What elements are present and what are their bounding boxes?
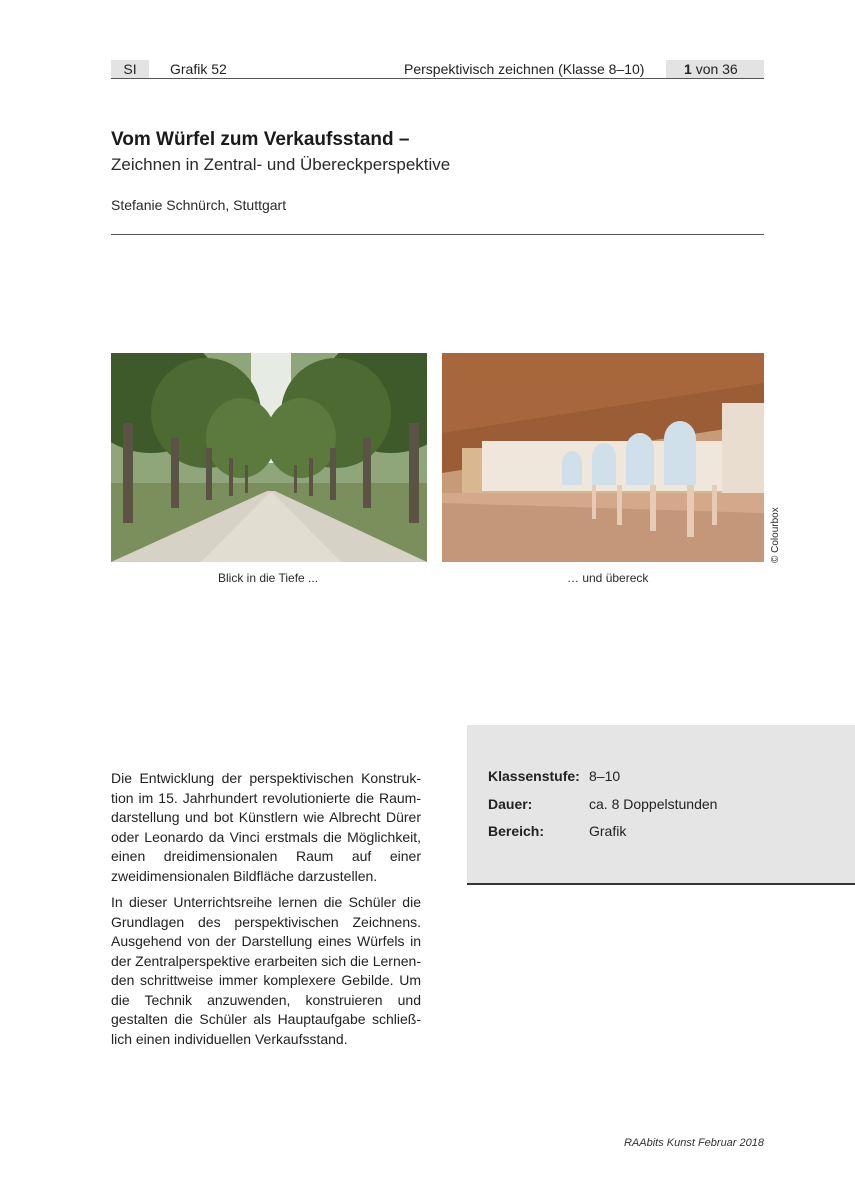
intro-text [111,769,421,1056]
info-box [467,725,855,885]
info-key-area: Bereich: [488,823,545,839]
header-series: Grafik 52 [170,61,227,77]
info-value-grade: 8–10 [589,768,621,784]
intro-paragraph-1: Die Entwicklung der perspektivischen Konstruktion im 15. Jahrhundert revolutionierte die Raumdarstellung und bot Künstlern wie Albrecht Dürer oder Leonardo da Vinci erstmals die Möglichkeit, einen dreidimensionalen Raum auf einer zweidimensionalen Bildfläche darzustellen. [111,770,421,884]
info-value-area: Grafik [589,823,627,839]
info-value-duration: ca. 8 Doppelstunden [589,796,718,812]
page-title: Vom Würfel zum Verkaufsstand – [111,129,410,150]
page-total: von 36 [695,61,738,77]
caption-right: … und übereck [567,571,649,585]
page-number: 1 [684,61,692,77]
header-page-indicator [666,60,764,78]
intro-paragraph-2: In dieser Unterrichtsreihe lernen die Schüler die Grundlagen des perspektivischen Zeichnens. Ausgehend von der Darstellung eines Würfels in der Zentralperspektive erarbeiten sich die Lernenden schrittweise immer komplexere Gebilde. Um die Technik anzuwenden, konstruieren und gestalten die Schüler als Hauptaufgabe schließlich einen individuellen Verkaufsstand. [111,894,421,1047]
photo-tree-alley [111,353,427,562]
header-title: Perspektivisch zeichnen (Klasse 8–10) [404,61,645,77]
page-subtitle: Zeichnen in Zentral- und Übereckperspektive [111,155,451,174]
info-key-grade: Klassenstufe: [488,768,580,784]
header-level-badge: SI [111,60,149,78]
title-divider [111,234,764,235]
footer-publication: RAAbits Kunst Februar 2018 [623,1137,764,1149]
photo-arcade [442,353,764,562]
info-key-duration: Dauer: [488,796,533,812]
caption-left: Blick in die Tiefe ... [218,571,319,585]
image-credit: © Colourbox [770,507,781,563]
header-divider [111,78,764,79]
author: Stefanie Schnürch, Stuttgart [111,197,287,213]
